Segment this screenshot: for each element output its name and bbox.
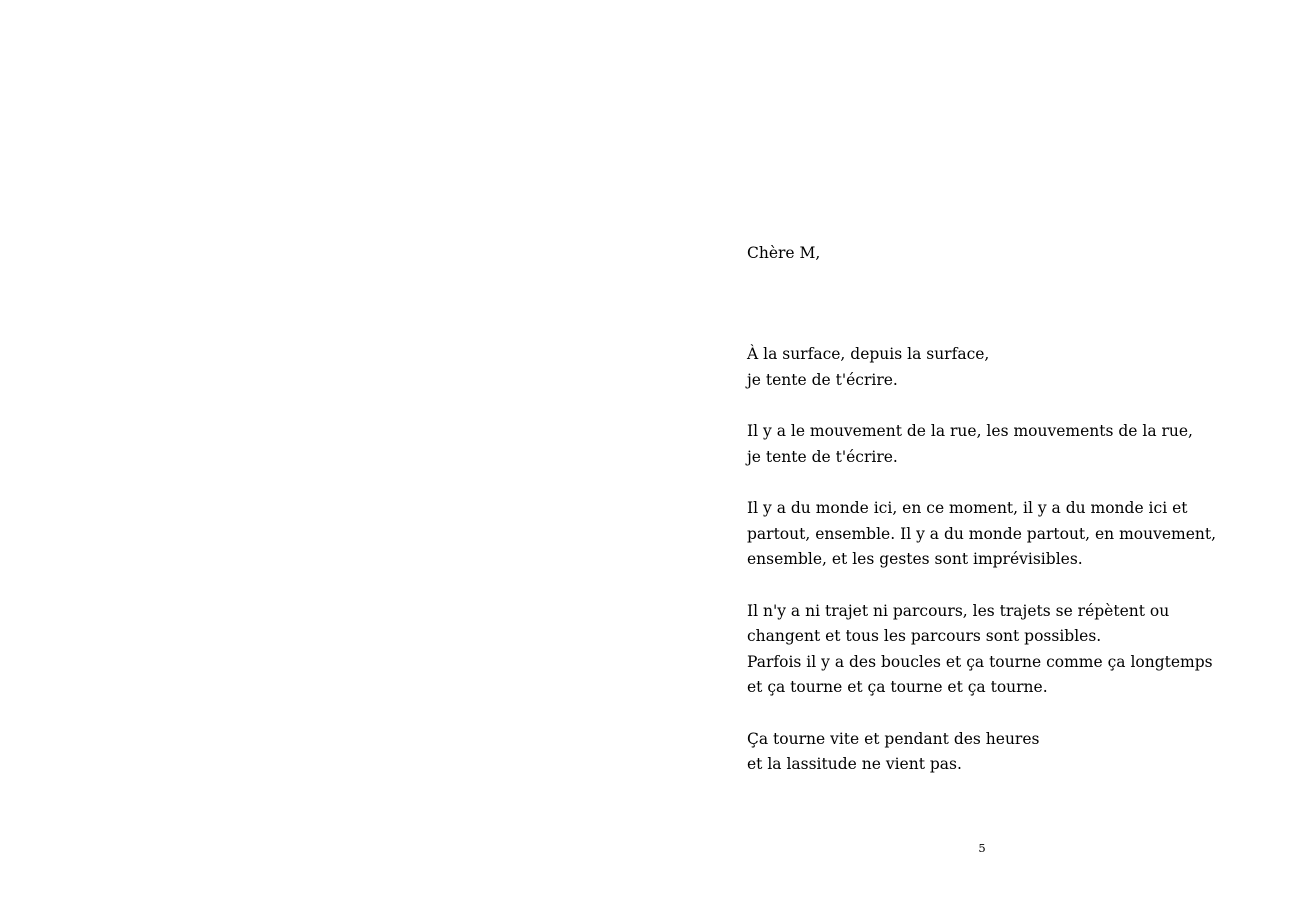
poem-line: je tente de t'écrire.	[747, 370, 898, 389]
poem-line: Parfois il y a des boucles et ça tourne comme ça longtemps	[747, 652, 1213, 671]
stanza-list	[747, 342, 1217, 778]
poem-line: Ça tourne vite et pendant des heures	[747, 729, 1040, 748]
poem-line: Il n'y a ni trajet ni parcours, les trajets se répètent ou	[747, 601, 1170, 620]
poem-line: et ça tourne et ça tourne et ça tourne.	[747, 678, 1048, 696]
salutation: Chère M,	[747, 244, 821, 262]
page-number: 5	[978, 841, 986, 855]
poem-line: et la lassitude ne vient pas.	[747, 755, 962, 773]
poem-line: À la surface, depuis la surface,	[747, 345, 990, 363]
stanza	[747, 727, 1217, 778]
stanza	[747, 342, 1217, 393]
stanza	[747, 419, 1217, 470]
poem-line: changent et tous les parcours sont possibles.	[747, 627, 1102, 645]
poem-line: Il y a du monde ici, en ce moment, il y a du monde ici et	[747, 499, 1188, 517]
poem-line: partout, ensemble. Il y a du monde partout, en mouvement,	[747, 524, 1217, 543]
poem-line: je tente de t'écrire.	[747, 447, 898, 466]
poem-line: ensemble, et les gestes sont imprévisibles.	[747, 550, 1083, 568]
stanza	[747, 599, 1217, 701]
poem-text-column	[747, 240, 1217, 778]
poem-line: Il y a le mouvement de la rue, les mouvements de la rue,	[747, 422, 1193, 440]
stanza	[747, 496, 1217, 573]
